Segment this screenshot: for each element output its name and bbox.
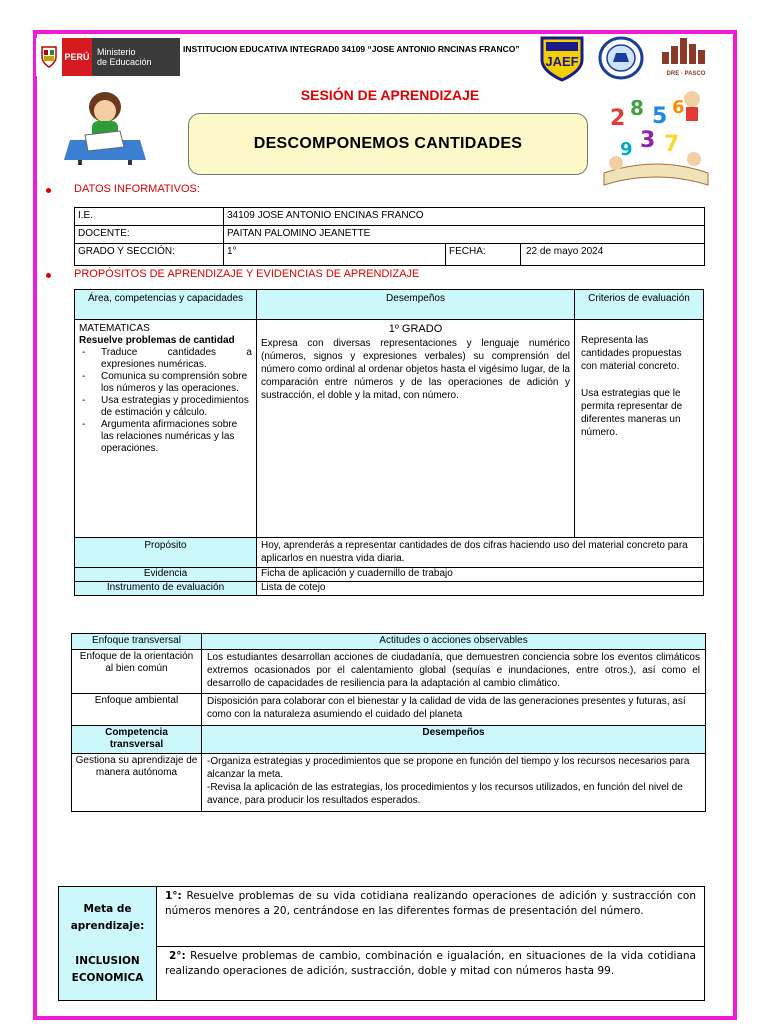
table-row bbox=[75, 568, 704, 582]
main-title-box bbox=[188, 113, 588, 175]
list-item: - Comunica su comprensión sobre los números y las operaciones. bbox=[79, 371, 252, 395]
bullet-propositos bbox=[46, 273, 51, 278]
table-row bbox=[72, 754, 706, 812]
propositos-table bbox=[74, 289, 704, 596]
table-header-row bbox=[75, 290, 704, 320]
list-item: - Traduce cantidades a expresiones numéricas. bbox=[79, 347, 252, 371]
proposito-value: Hoy, aprenderás a representar cantidades de dos cifras haciendo uso del material concreto para aplicarlos en nuestra vida diaria. bbox=[257, 538, 704, 568]
ministry-label: Ministerio de Educación bbox=[92, 38, 180, 76]
meta-label-cell bbox=[59, 887, 157, 1001]
table-header-row bbox=[72, 634, 706, 650]
col-competencia-header: Competencia transversal bbox=[72, 726, 202, 754]
datos-heading: DATOS INFORMATIVOS: bbox=[74, 183, 200, 195]
table-row bbox=[59, 887, 705, 947]
evidencia-value: Ficha de aplicación y cuadernillo de trabajo bbox=[257, 568, 704, 582]
actitud-cell: Los estudiantes desarrollan acciones de ciudadanía, que demuestren conciencia sobre los eventos climáticos extremos ocasionados por el calentamiento global (sequías e inundaciones, entre otros.), así como el desarrollo de capacidades de resiliencia para la adaptación al cambio climático. bbox=[202, 650, 706, 694]
numbers-kids-illustration bbox=[600, 85, 712, 190]
svg-text:9: 9 bbox=[620, 139, 633, 160]
table-row bbox=[72, 650, 706, 694]
school-title: INSTITUCION EDUCATIVA INTEGRAD0 34109 “JOSE ANTONIO RNCINAS FRANCO” bbox=[183, 44, 520, 54]
meta-item-1-text: Resuelve problemas de su vida cotidiana realizando operaciones de adición y sustracción con números menores a 20, centrándose en las diferentes formas de presentación del número. bbox=[165, 890, 696, 917]
area-title: MATEMATICAS bbox=[79, 323, 150, 334]
meta-item-1-prefix: 1°: bbox=[165, 890, 182, 902]
competencia-desempenos-cell: -Organiza estrategias y procedimientos que se propone en función del tiempo y los recursos necesarios para alcanzar la meta. -Revisa la aplicación de las estrategias, los procedimientos y los recursos utilizados, en función del nivel de avance, para producir los resultados esperados. bbox=[202, 754, 706, 812]
peru-shield-icon bbox=[36, 38, 62, 76]
list-item: - Usa estrategias y procedimientos de estimación y cálculo. bbox=[79, 395, 252, 419]
table-row bbox=[75, 208, 705, 226]
table-row bbox=[75, 320, 704, 538]
grado-title: 1º GRADO bbox=[388, 323, 443, 335]
dre-logo bbox=[660, 34, 712, 78]
peru-label: PERÚ bbox=[62, 38, 92, 76]
enfoques-table bbox=[71, 633, 706, 812]
docente-value: PAITAN PALOMINO JEANETTE bbox=[224, 226, 705, 244]
desempeno-cell bbox=[257, 320, 575, 538]
col-enfoque-header: Enfoque transversal bbox=[72, 634, 202, 650]
area-cell bbox=[75, 320, 257, 538]
fecha-label: FECHA: bbox=[446, 244, 521, 266]
criterio-2: Usa estrategias que le permita representar de diferentes maneras un número. bbox=[581, 388, 683, 438]
emblem-icon bbox=[598, 36, 644, 80]
ie-value: 34109 JOSE ANTONIO ENCINAS FRANCO bbox=[224, 208, 705, 226]
table-row bbox=[75, 226, 705, 244]
datos-table bbox=[74, 207, 705, 266]
proposito-label: Propósito bbox=[75, 538, 257, 568]
svg-text:8: 8 bbox=[630, 96, 644, 120]
meta-sub-label: INCLUSION ECONOMICA bbox=[71, 954, 144, 984]
grado-label: GRADO Y SECCIÓN: bbox=[75, 244, 224, 266]
session-title: SESIÓN DE APRENDIZAJE bbox=[300, 87, 480, 103]
meta-item-2-text: Resuelve problemas de cambio, combinación e igualación, en situaciones de la vida cotidiana realizando operaciones de adición, sustracción, doble y mitad con números hasta 99. bbox=[165, 950, 696, 977]
table-row bbox=[75, 582, 704, 596]
meta-item-2-prefix: 2°: bbox=[169, 950, 186, 962]
col-area-header: Área, competencias y capacidades bbox=[75, 290, 257, 320]
competencia-cell: Gestiona su aprendizaje de manera autónoma bbox=[72, 754, 202, 812]
table-row bbox=[72, 694, 706, 726]
meta-table bbox=[58, 886, 705, 1001]
criterios-cell bbox=[575, 320, 704, 538]
capacidades-list bbox=[79, 347, 252, 455]
svg-text:2: 2 bbox=[610, 106, 626, 131]
bullet-datos bbox=[46, 188, 51, 193]
svg-text:7: 7 bbox=[664, 132, 680, 157]
enfoque-cell: Enfoque ambiental bbox=[72, 694, 202, 726]
meta-item-1 bbox=[157, 887, 705, 947]
col-actitudes-header: Actitudes o acciones observables bbox=[202, 634, 706, 650]
school-shield-text: JAEF bbox=[545, 54, 579, 69]
col-desempenos-header: Desempeños bbox=[257, 290, 575, 320]
ie-label: I.E. bbox=[75, 208, 224, 226]
school-shield-icon bbox=[538, 34, 586, 82]
svg-text:5: 5 bbox=[652, 104, 668, 129]
table-header-row bbox=[72, 726, 706, 754]
actitud-cell: Disposición para colaborar con el bienestar y la calidad de vida de las generaciones presentes y futuras, así como con la naturaleza asumiendo el cuidado del planeta bbox=[202, 694, 706, 726]
table-row bbox=[75, 244, 705, 266]
instrumento-label: Instrumento de evaluación bbox=[75, 582, 257, 596]
evidencia-label: Evidencia bbox=[75, 568, 257, 582]
list-item: - Argumenta afirmaciones sobre las relaciones numéricas y las operaciones. bbox=[79, 419, 252, 455]
docente-label: DOCENTE: bbox=[75, 226, 224, 244]
grado-value: 1° bbox=[224, 244, 446, 266]
svg-text:3: 3 bbox=[640, 128, 656, 153]
propositos-heading: PROPÓSITOS DE APRENDIZAJE Y EVIDENCIAS DE APRENDIZAJE bbox=[74, 268, 420, 280]
main-title: DESCOMPONEMOS CANTIDADES bbox=[253, 135, 523, 152]
meta-item-2 bbox=[157, 947, 705, 1001]
meta-label: Meta de aprendizaje: bbox=[70, 902, 145, 932]
svg-text:6: 6 bbox=[672, 97, 685, 118]
area-subtitle: Resuelve problemas de cantidad bbox=[79, 335, 235, 346]
enfoque-cell: Enfoque de la orientación al bien común bbox=[72, 650, 202, 694]
table-row bbox=[75, 538, 704, 568]
desempeno-text: Expresa con diversas representaciones y lenguaje numérico (números, signos y expresiones verbales) su comprensión del número como ordinal al ordenar objetos hasta el vigésimo lugar, de la comparación entre números y de las operaciones de adición y sustracción, el doble y la mitad, con número. bbox=[261, 338, 570, 401]
criterio-1: Representa las cantidades propuestas con material concreto. bbox=[581, 335, 682, 372]
dre-label: DRE · PASCO bbox=[666, 71, 706, 77]
ministry-logo bbox=[36, 38, 180, 76]
col-criterios-header: Criterios de evaluación bbox=[575, 290, 704, 320]
child-writing-illustration bbox=[60, 85, 150, 165]
fecha-value: 22 de mayo 2024 bbox=[521, 244, 705, 266]
col-desempenos-header: Desempeños bbox=[202, 726, 706, 754]
instrumento-value: Lista de cotejo bbox=[257, 582, 704, 596]
